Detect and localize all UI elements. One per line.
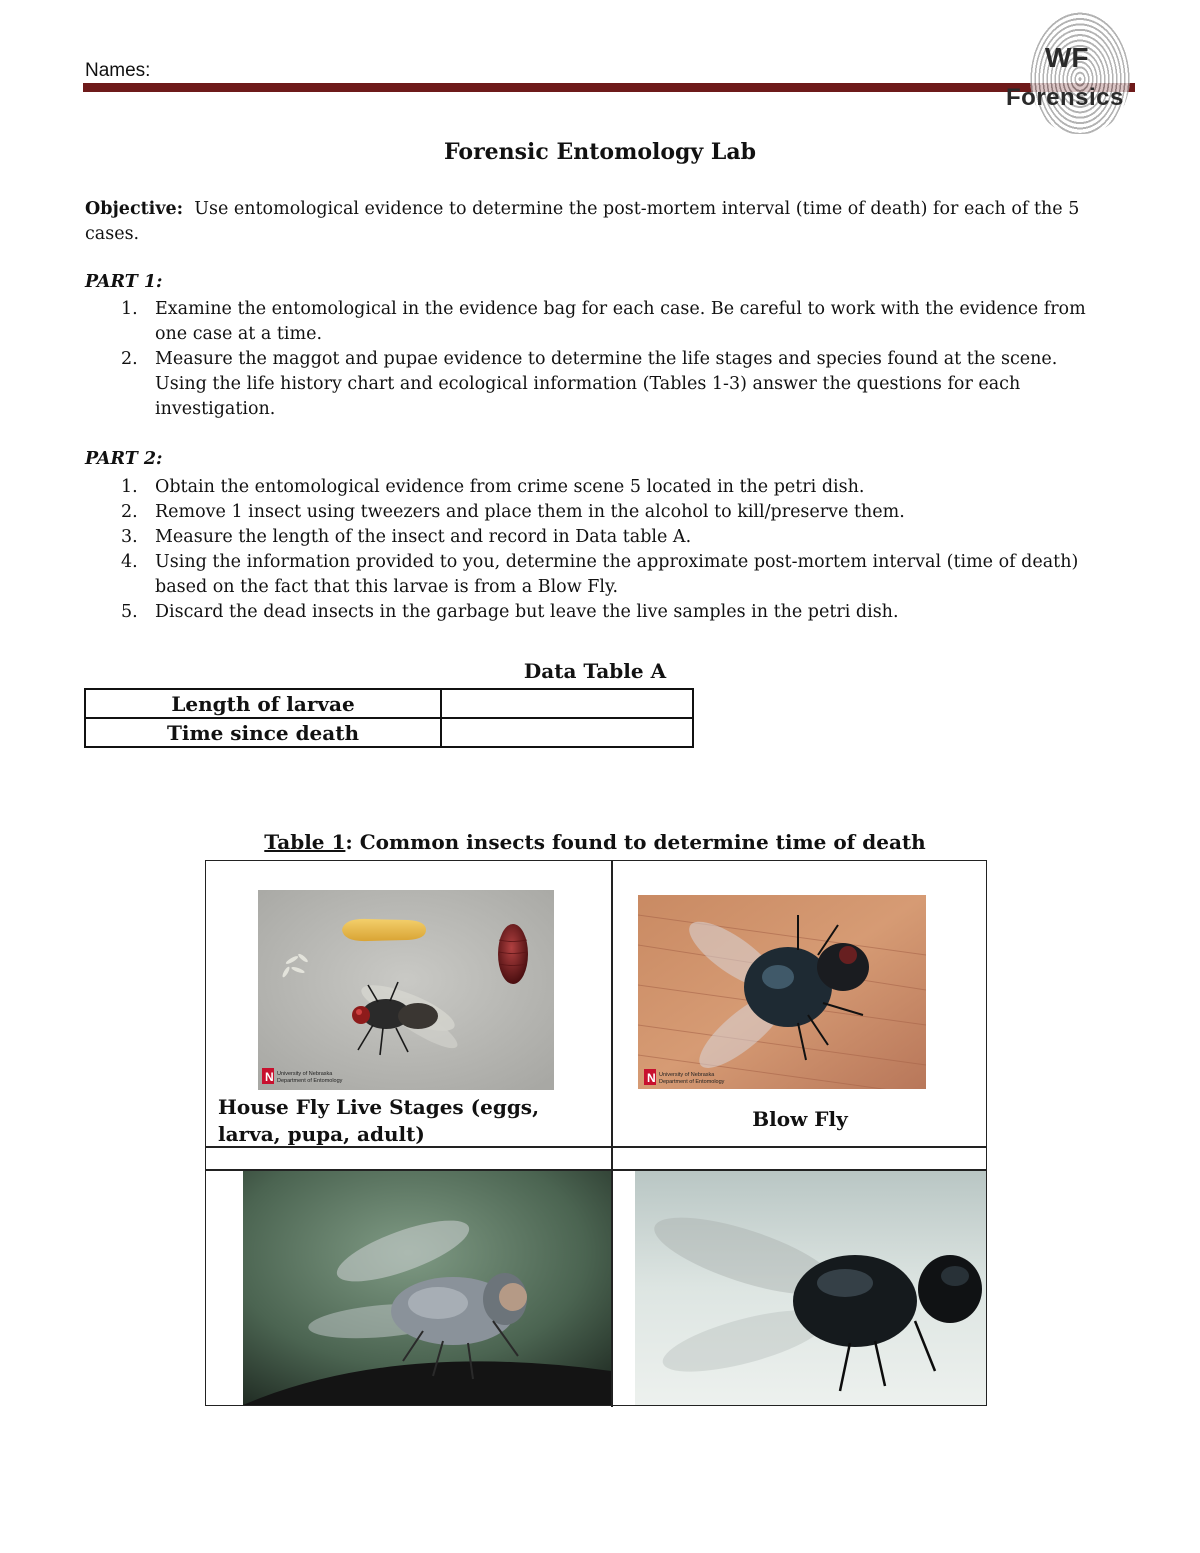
- part1-step: 2. Measure the maggot and pupae evidence to determine the life stages and species found at the scene. Using the life history chart and ecological information (Tables 1-3) answer the questions for each investigation.: [121, 349, 1058, 419]
- house-fly-stages-photo: [258, 890, 554, 1090]
- data-table-a: [84, 688, 694, 748]
- objective-label: Objective:: [85, 199, 184, 219]
- names-label: Names:: [85, 60, 151, 81]
- part1-label: PART 1:: [85, 272, 163, 292]
- table1-caption: [0, 830, 1190, 854]
- table1: [205, 860, 987, 1406]
- header-rule: [83, 83, 1135, 92]
- part2-steps: [85, 475, 1095, 625]
- page-title: Forensic Entomology Lab: [444, 139, 756, 165]
- svg-text:Department of Entomology: Department of Entomology: [659, 1079, 725, 1085]
- logo-text-wf: WF: [1045, 42, 1089, 73]
- table1-divider: [611, 861, 613, 1407]
- part2-step: 5. Discard the dead insects in the garbage but leave the live samples in the petri dish.: [121, 602, 899, 622]
- blow-fly-caption: Blow Fly: [752, 1107, 848, 1131]
- part1-steps: [85, 297, 1095, 422]
- table-row: [85, 718, 693, 747]
- svg-text:University of Nebraska: University of Nebraska: [277, 1071, 333, 1077]
- part2-step: 2. Remove 1 insect using tweezers and place them in the alcohol to kill/preserve them.: [121, 502, 905, 522]
- house-fly-stages-image: [258, 890, 554, 1090]
- wf-forensics-logo: [1000, 12, 1145, 137]
- row-value-time[interactable]: [441, 718, 693, 747]
- logo-text-forensics: Forensics: [1006, 84, 1124, 111]
- objective-text: Use entomological evidence to determine the post-mortem interval (time of death) for each of the 5 cases.: [85, 199, 1080, 244]
- svg-text:N: N: [647, 1071, 656, 1085]
- row-value-length[interactable]: [441, 689, 693, 718]
- blow-fly-closeup-photo: [635, 1171, 986, 1405]
- svg-text:Department of Entomology: Department of Entomology: [277, 1078, 343, 1084]
- blow-fly-image: [638, 895, 926, 1089]
- row-label-time: Time since death: [85, 718, 441, 747]
- svg-text:University of Nebraska: University of Nebraska: [659, 1072, 715, 1078]
- house-fly-closeup-photo: [243, 1171, 611, 1405]
- objective: [85, 197, 1115, 247]
- table1-caption-rest: : Common insects found to determine time of death: [345, 830, 926, 854]
- part2-step: 1. Obtain the entomological evidence from crime scene 5 located in the petri dish.: [121, 477, 865, 497]
- blow-fly-photo: [638, 895, 926, 1089]
- part2-step: 3. Measure the length of the insect and record in Data table A.: [121, 527, 692, 547]
- house-fly-caption: House Fly Live Stages (eggs, larva, pupa, adult): [218, 1095, 540, 1146]
- row-label-length: Length of larvae: [85, 689, 441, 718]
- part2-label: PART 2:: [85, 449, 163, 469]
- part2-step: 4. Using the information provided to you, determine the approximate post-mortem interval (time of death) based on the fact that this larvae is from a Blow Fly.: [121, 552, 1079, 597]
- part1-step: 1. Examine the entomological in the evidence bag for each case. Be careful to work with the evidence from one case at a time.: [121, 299, 1086, 344]
- table1-caption-prefix: Table 1: [264, 830, 346, 854]
- house-fly-closeup-image: [243, 1171, 611, 1405]
- svg-text:N: N: [265, 1070, 274, 1084]
- table-row: [85, 689, 693, 718]
- blow-fly-closeup-image: [635, 1171, 986, 1405]
- data-table-a-caption: Data Table A: [523, 659, 667, 683]
